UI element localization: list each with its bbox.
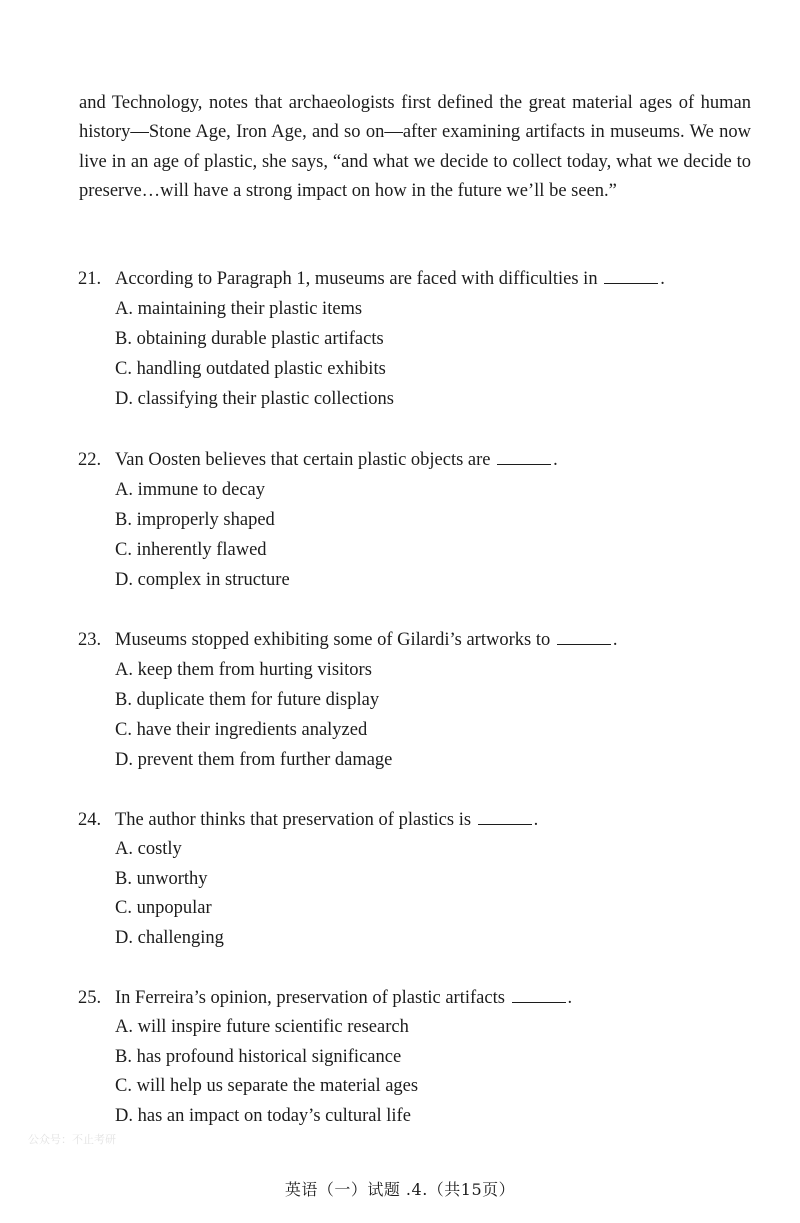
question-stem bbox=[78, 805, 758, 835]
question-24 bbox=[78, 805, 758, 953]
answer-blank bbox=[497, 446, 551, 465]
stem-end: . bbox=[612, 630, 618, 650]
answer-blank bbox=[604, 265, 658, 284]
option-b: B. improperly shaped bbox=[115, 510, 275, 530]
question-22 bbox=[78, 445, 758, 595]
question-stem bbox=[78, 983, 758, 1013]
answer-blank bbox=[478, 806, 532, 825]
option-a: A. immune to decay bbox=[115, 480, 266, 500]
reading-passage bbox=[79, 89, 751, 206]
answer-blank bbox=[557, 626, 611, 645]
stem-end: . bbox=[660, 269, 665, 289]
question-number: 23. bbox=[78, 630, 102, 650]
option-c: C. unpopular bbox=[115, 898, 212, 918]
option-b: B. unworthy bbox=[115, 868, 208, 889]
question-25 bbox=[78, 983, 758, 1132]
option-d: D. has an impact on today’s cultural life bbox=[115, 1106, 411, 1127]
question-23 bbox=[78, 625, 758, 775]
question-stem bbox=[78, 445, 758, 475]
watermark: 公众号：不止考研 bbox=[28, 1133, 116, 1146]
option-c: C. handling outdated plastic exhibits bbox=[115, 359, 386, 379]
option-d: D. prevent them from further damage bbox=[115, 750, 393, 770]
option-a: A. will inspire future scientific research bbox=[115, 1017, 409, 1037]
question-number: 22. bbox=[78, 450, 102, 470]
option-b: B. duplicate them for future display bbox=[115, 690, 380, 710]
option-b: B. has profound historical significance bbox=[115, 1046, 402, 1067]
stem-text: According to Paragraph 1, museums are faced with difficulties in bbox=[115, 269, 598, 289]
question-number: 25. bbox=[78, 988, 102, 1008]
option-c: C. will help us separate the material ages bbox=[115, 1076, 419, 1097]
question-stem bbox=[78, 264, 758, 294]
option-a: A. costly bbox=[115, 839, 182, 859]
stem-text: Museums stopped exhibiting some of Gilardi’s artworks to bbox=[115, 630, 551, 650]
option-d: D. classifying their plastic collections bbox=[115, 389, 394, 409]
answer-blank bbox=[512, 984, 566, 1003]
option-d: D. challenging bbox=[115, 927, 224, 948]
option-c: C. have their ingredients analyzed bbox=[115, 720, 368, 740]
page-footer: 英语（一）试题 .4.（共15页） bbox=[284, 1180, 516, 1199]
option-a: A. maintaining their plastic items bbox=[115, 299, 363, 319]
option-a: A. keep them from hurting visitors bbox=[115, 660, 372, 680]
option-d: D. complex in structure bbox=[115, 570, 290, 590]
stem-text: Van Oosten believes that certain plastic objects are bbox=[115, 450, 491, 470]
passage-paragraph: and Technology, notes that archaeologists first defined the great material ages of human history—Stone Age, Iron Age, and so on—after examining artifacts in museums. We now live in an age of plastic, she says, “and what we decide to collect today, what we decide to preserve…will have a strong impact on how in the future we’ll be seen.” bbox=[79, 93, 751, 201]
stem-text: The author thinks that preservation of plastics is bbox=[115, 810, 472, 830]
question-number: 24. bbox=[78, 810, 102, 830]
question-number: 21. bbox=[78, 269, 102, 289]
question-stem bbox=[78, 625, 758, 655]
stem-end: . bbox=[533, 810, 539, 830]
option-c: C. inherently flawed bbox=[115, 540, 267, 560]
option-b: B. obtaining durable plastic artifacts bbox=[115, 329, 384, 349]
stem-end: . bbox=[567, 988, 573, 1008]
question-21 bbox=[78, 264, 758, 414]
stem-text: In Ferreira’s opinion, preservation of plastic artifacts bbox=[115, 988, 505, 1008]
stem-end: . bbox=[553, 450, 558, 470]
